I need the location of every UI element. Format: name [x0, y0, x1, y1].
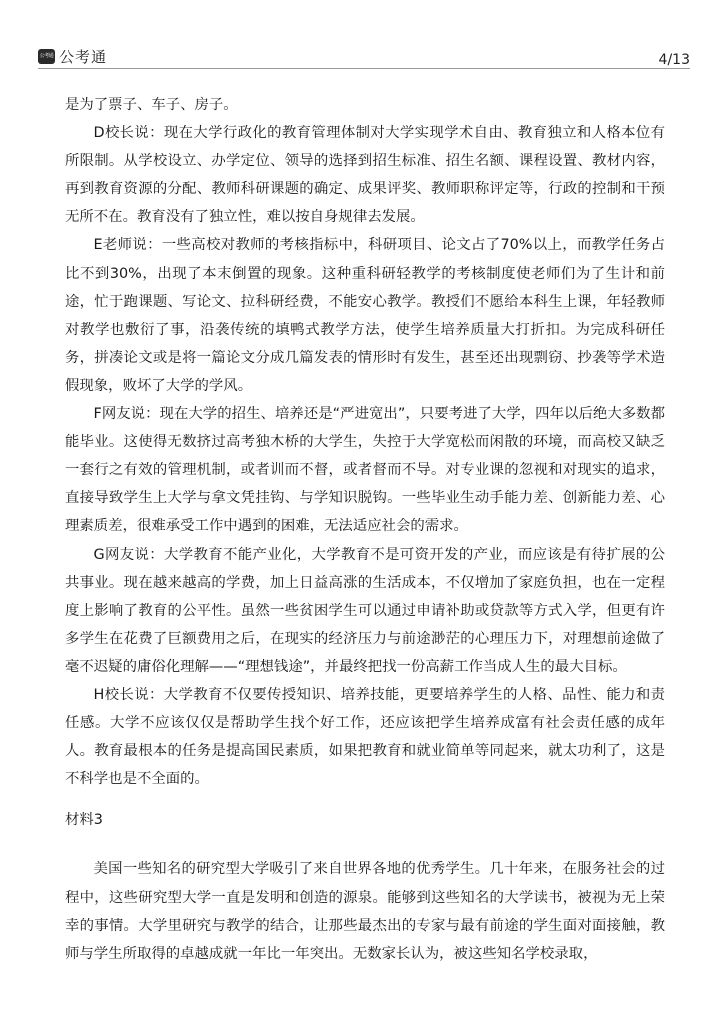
paragraph-material-3: 美国一些知名的研究型大学吸引了来自世界各地的优秀学生。几十年来，在服务社会的过程中，这些研究型大学一直是发明和创造的源泉。能够到这些知名的大学读书，被视为无上荣幸的事情。大学里研究与教学的结合，让那些最杰出的专家与最有前途的学生面对面接触，教师与学生所取得的卓越成就一年比一年突出。无数家长认为，被这些知名学校录取， [65, 861, 665, 962]
paragraph-e-teacher: E老师说：一些高校对教师的考核指标中，科研项目、论文占了70%以上，而教学任务占比不到30%，出现了本末倒置的现象。这种重科研轻教学的考核制度使老师们为了生计和前途，忙于跑课题、写论文、拉科研经费，不能安心教学。教授们不愿给本科生上课，年轻教师对教学也敷衍了事，沿袭传统的填鸭式教学方法，使学生培养质量大打折扣。为完成科研任务，拼凑论文或是将一篇论文分成几篇发表的情形时有发生，甚至还出现剽窃、抄袭等学术造假现象，败坏了大学的学风。 [65, 237, 665, 394]
logo-text: 公考通 [59, 48, 108, 66]
paragraph-h-principal: H校长说：大学教育不仅要传授知识、培养技能，更要培养学生的人格、品性、能力和责任感。大学不应该仅仅是帮助学生找个好工作，还应该把学生培养成富有社会责任感的成年人。教育最根本的任务是提高国民素质，如果把教育和就业简单等同起来，就太功利了，这是不科学也是不全面的。 [65, 686, 665, 788]
paragraph-f-netizen: F网友说：现在大学的招生、培养还是“严进宽出”，只要考进了大学，四年以后绝大多数都能毕业。这使得无数挤过高考独木桥的大学生，失控于大学宽松而闲散的环境，而高校又缺乏一套行之有效的管理机制，或者训而不督，或者督而不导。对专业课的忽视和对现实的追求，直接导致学生上大学与拿文凭挂钩、与学知识脱钩。一些毕业生动手能力差、创新能力差、心理素质差，很难承受工作中遇到的困难，无法适应社会的需求。 [65, 406, 665, 535]
logo-badge-icon: 公考通 [38, 49, 55, 64]
material-label: 材料3 [65, 812, 103, 829]
paragraph-d-principal: D校长说：现在大学行政化的教育管理体制对大学实现学术自由、教育独立和人格本位有所限制。从学校设立、办学定位、领导的选择到招生标准、招生名额、课程设置、教材内容，再到教育资源的分配、教师科研课题的确定、成果评奖、教师职称评定等，行政的控制和干预无所不在。教育没有了独立性，难以按自身规律去发展。 [65, 125, 665, 226]
page-indicator: 4/13 [658, 52, 690, 68]
page-header [38, 40, 690, 69]
logo [38, 46, 107, 67]
paragraph-continuation: 是为了票子、车子、房子。 [65, 97, 238, 113]
document-body [65, 91, 665, 968]
paragraph-g-netizen: G网友说：大学教育不能产业化，大学教育不是可资开发的产业，而应该是有待扩展的公共事业。现在越来越高的学费，加上日益高涨的生活成本，不仅增加了家庭负担，也在一定程度上影响了教育的公平性。虽然一些贫困学生可以通过申请补助或贷款等方式入学，但更有许多学生在花费了巨额费用之后，在现实的经济压力与前途渺茫的心理压力下，对理想前途做了毫不迟疑的庸俗化理解——“理想钱途”，并最终把找一份高薪工作当成人生的最大目标。 [65, 546, 665, 675]
